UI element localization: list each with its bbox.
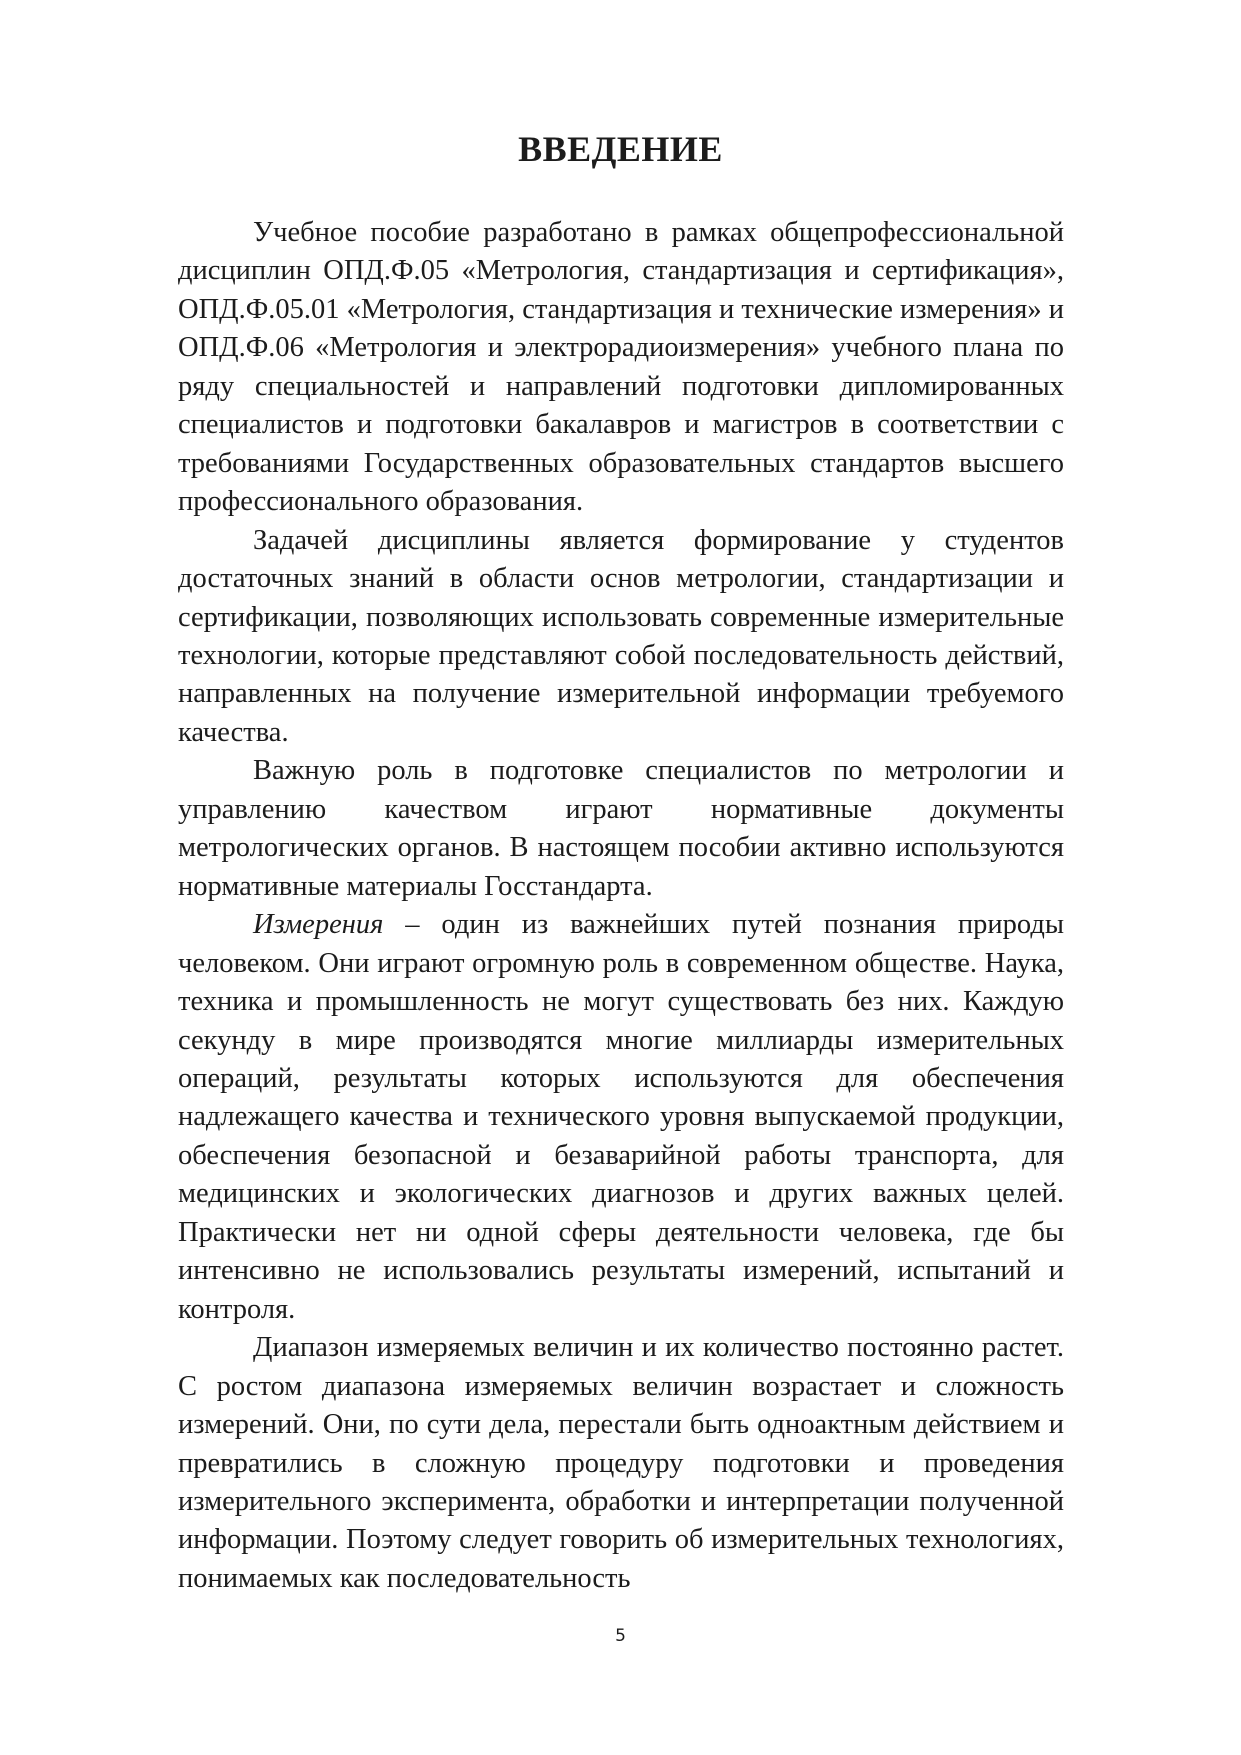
paragraph-5-text: Диапазон измеряемых величин и их количество постоянно растет. С ростом диапазона измеряемых величин возрастает и сложность измерений. Они, по сути дела, перестали быть одноактным действием и превратились в сложную процедуру подготовки и проведения измерительного эксперимента, обработки и интерпретации полученной информации. Поэтому следует говорить об измерительных технологиях, понимаемых как последовательность xyxy=(178,1332,1064,1594)
page-title: ВВЕДЕНИЕ xyxy=(518,129,723,169)
paragraph-2-text: Задачей дисциплины является формирование у студентов достаточных знаний в области основ метрологии, стандартизации и сертификации, позволяющих использовать современные измерительные технологии, которые представляют собой последовательность действий, направленных на получение измерительной информации требуемого качества. xyxy=(178,524,1064,748)
paragraph-1 xyxy=(178,214,1064,522)
paragraph-4-text: – один из важнейших путей познания природы человеком. Они играют огромную роль в современном обществе. Наука, техника и промышленность не могут существовать без них. Каждую секунду в мире производятся многие миллиарды измерительных операций, результаты которых используются для обеспечения надлежащего качества и технического уровня выпускаемой продукции, обеспечения безопасной и безаварийной работы транспорта, для медицинских и экологических диагнозов и других важных целей. Практически нет ни одной сферы деятельности человека, где бы интенсивно не использовались результаты измерений, испытаний и контроля. xyxy=(178,909,1064,1325)
paragraph-1-text: Учебное пособие разработано в рамках общепрофессиональной дисциплин ОПД.Ф.05 «Метрология, стандартизация и сертификация», ОПД.Ф.05.01 «Метрология, стандартизация и технические измерения» и ОПД.Ф.06 «Метрология и электрорадиоизмерения» учебного плана по ряду специальностей и направлений подготовки дипломированных специалистов и подготовки бакалавров и магистров в соответствии с требованиями Государственных образовательных стандартов высшего профессионального образования. xyxy=(178,217,1064,518)
paragraph-2 xyxy=(178,522,1064,753)
page-number: 5 xyxy=(615,1626,626,1646)
paragraph-4 xyxy=(178,906,1064,1329)
paragraph-3-text: Важную роль в подготовке специалистов по метрологии и управлению качеством играют нормативные документы метрологических органов. В настоящем пособии активно используются нормативные материалы Госстандарта. xyxy=(178,755,1064,902)
paragraph-4-italic-term: Измерения xyxy=(253,909,384,941)
paragraph-5 xyxy=(178,1329,1064,1598)
paragraph-3 xyxy=(178,752,1064,906)
body-text xyxy=(178,214,1064,1598)
